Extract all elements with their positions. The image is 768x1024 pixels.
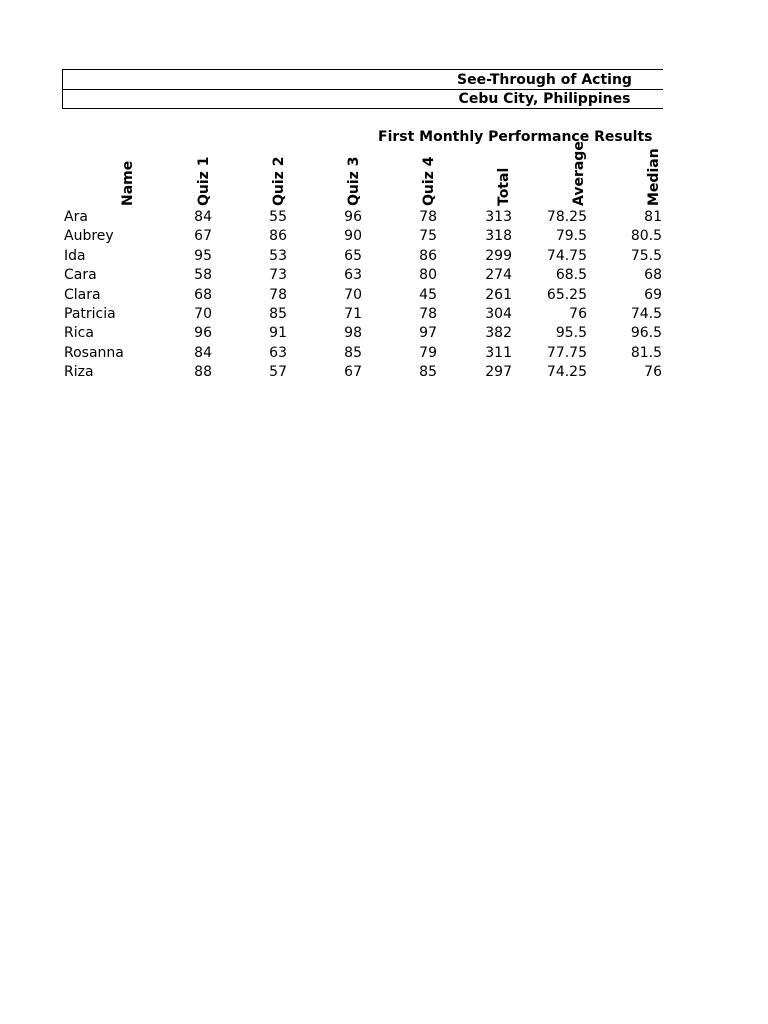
score-cell: 98 bbox=[344, 325, 362, 341]
score-cell: 90 bbox=[344, 228, 362, 244]
score-cell: 85 bbox=[419, 364, 437, 380]
score-cell: 55 bbox=[269, 209, 287, 225]
score-cell: 84 bbox=[194, 209, 212, 225]
score-cell: 73 bbox=[269, 267, 287, 283]
document-title-row bbox=[62, 69, 663, 90]
score-cell: 86 bbox=[419, 248, 437, 264]
score-cell: 75.5 bbox=[630, 248, 662, 264]
score-cell: 65.25 bbox=[546, 287, 587, 303]
score-cell: 261 bbox=[485, 287, 512, 303]
student-name: Ara bbox=[64, 209, 88, 225]
score-cell: 58 bbox=[194, 267, 212, 283]
score-cell: 70 bbox=[194, 306, 212, 322]
score-cell: 318 bbox=[485, 228, 512, 244]
score-cell: 79.5 bbox=[555, 228, 587, 244]
score-cell: 78 bbox=[269, 287, 287, 303]
score-cell: 45 bbox=[419, 287, 437, 303]
document-location-row bbox=[62, 89, 663, 109]
student-name: Aubrey bbox=[64, 228, 114, 244]
score-cell: 74.75 bbox=[546, 248, 587, 264]
student-name: Rica bbox=[64, 325, 94, 341]
score-cell: 67 bbox=[344, 364, 362, 380]
column-header-quiz-4: Quiz 4 bbox=[421, 156, 437, 206]
score-cell: 80.5 bbox=[630, 228, 662, 244]
column-header-average: Average bbox=[571, 141, 587, 206]
document-location: Cebu City, Philippines bbox=[458, 91, 631, 107]
score-cell: 53 bbox=[269, 248, 287, 264]
score-cell: 97 bbox=[419, 325, 437, 341]
student-name: Riza bbox=[64, 364, 94, 380]
score-cell: 75 bbox=[419, 228, 437, 244]
score-cell: 57 bbox=[269, 364, 287, 380]
score-cell: 67 bbox=[194, 228, 212, 244]
score-cell: 299 bbox=[485, 248, 512, 264]
score-cell: 68.5 bbox=[555, 267, 587, 283]
score-cell: 304 bbox=[485, 306, 512, 322]
score-cell: 274 bbox=[485, 267, 512, 283]
document-title: See-Through of Acting bbox=[457, 72, 632, 88]
section-title: First Monthly Performance Results bbox=[378, 129, 653, 145]
score-cell: 85 bbox=[269, 306, 287, 322]
student-name: Rosanna bbox=[64, 345, 124, 361]
score-cell: 80 bbox=[419, 267, 437, 283]
score-cell: 297 bbox=[485, 364, 512, 380]
score-cell: 81 bbox=[644, 209, 662, 225]
score-cell: 71 bbox=[344, 306, 362, 322]
column-header-name: Name bbox=[120, 160, 136, 206]
column-header-quiz-3: Quiz 3 bbox=[346, 156, 362, 206]
score-cell: 311 bbox=[485, 345, 512, 361]
score-cell: 68 bbox=[644, 267, 662, 283]
score-cell: 74.5 bbox=[630, 306, 662, 322]
score-cell: 81.5 bbox=[630, 345, 662, 361]
score-cell: 88 bbox=[194, 364, 212, 380]
score-cell: 95 bbox=[194, 248, 212, 264]
score-cell: 65 bbox=[344, 248, 362, 264]
score-cell: 78.25 bbox=[546, 209, 587, 225]
score-cell: 86 bbox=[269, 228, 287, 244]
column-header-median: Median bbox=[646, 148, 662, 206]
score-cell: 96 bbox=[194, 325, 212, 341]
score-cell: 91 bbox=[269, 325, 287, 341]
score-cell: 69 bbox=[644, 287, 662, 303]
column-header-quiz-1: Quiz 1 bbox=[196, 156, 212, 206]
column-header-quiz-2: Quiz 2 bbox=[271, 156, 287, 206]
column-header-total: Total bbox=[496, 167, 512, 206]
score-cell: 382 bbox=[485, 325, 512, 341]
score-cell: 76 bbox=[644, 364, 662, 380]
score-cell: 96 bbox=[344, 209, 362, 225]
score-cell: 77.75 bbox=[546, 345, 587, 361]
student-name: Patricia bbox=[64, 306, 116, 322]
student-name: Cara bbox=[64, 267, 97, 283]
score-cell: 78 bbox=[419, 306, 437, 322]
score-cell: 313 bbox=[485, 209, 512, 225]
score-cell: 74.25 bbox=[546, 364, 587, 380]
score-cell: 79 bbox=[419, 345, 437, 361]
score-cell: 84 bbox=[194, 345, 212, 361]
score-cell: 95.5 bbox=[555, 325, 587, 341]
score-cell: 63 bbox=[269, 345, 287, 361]
student-name: Ida bbox=[64, 248, 86, 264]
score-cell: 76 bbox=[569, 306, 587, 322]
student-name: Clara bbox=[64, 287, 101, 303]
score-cell: 96.5 bbox=[630, 325, 662, 341]
score-cell: 68 bbox=[194, 287, 212, 303]
score-cell: 63 bbox=[344, 267, 362, 283]
score-cell: 70 bbox=[344, 287, 362, 303]
score-cell: 78 bbox=[419, 209, 437, 225]
score-cell: 85 bbox=[344, 345, 362, 361]
